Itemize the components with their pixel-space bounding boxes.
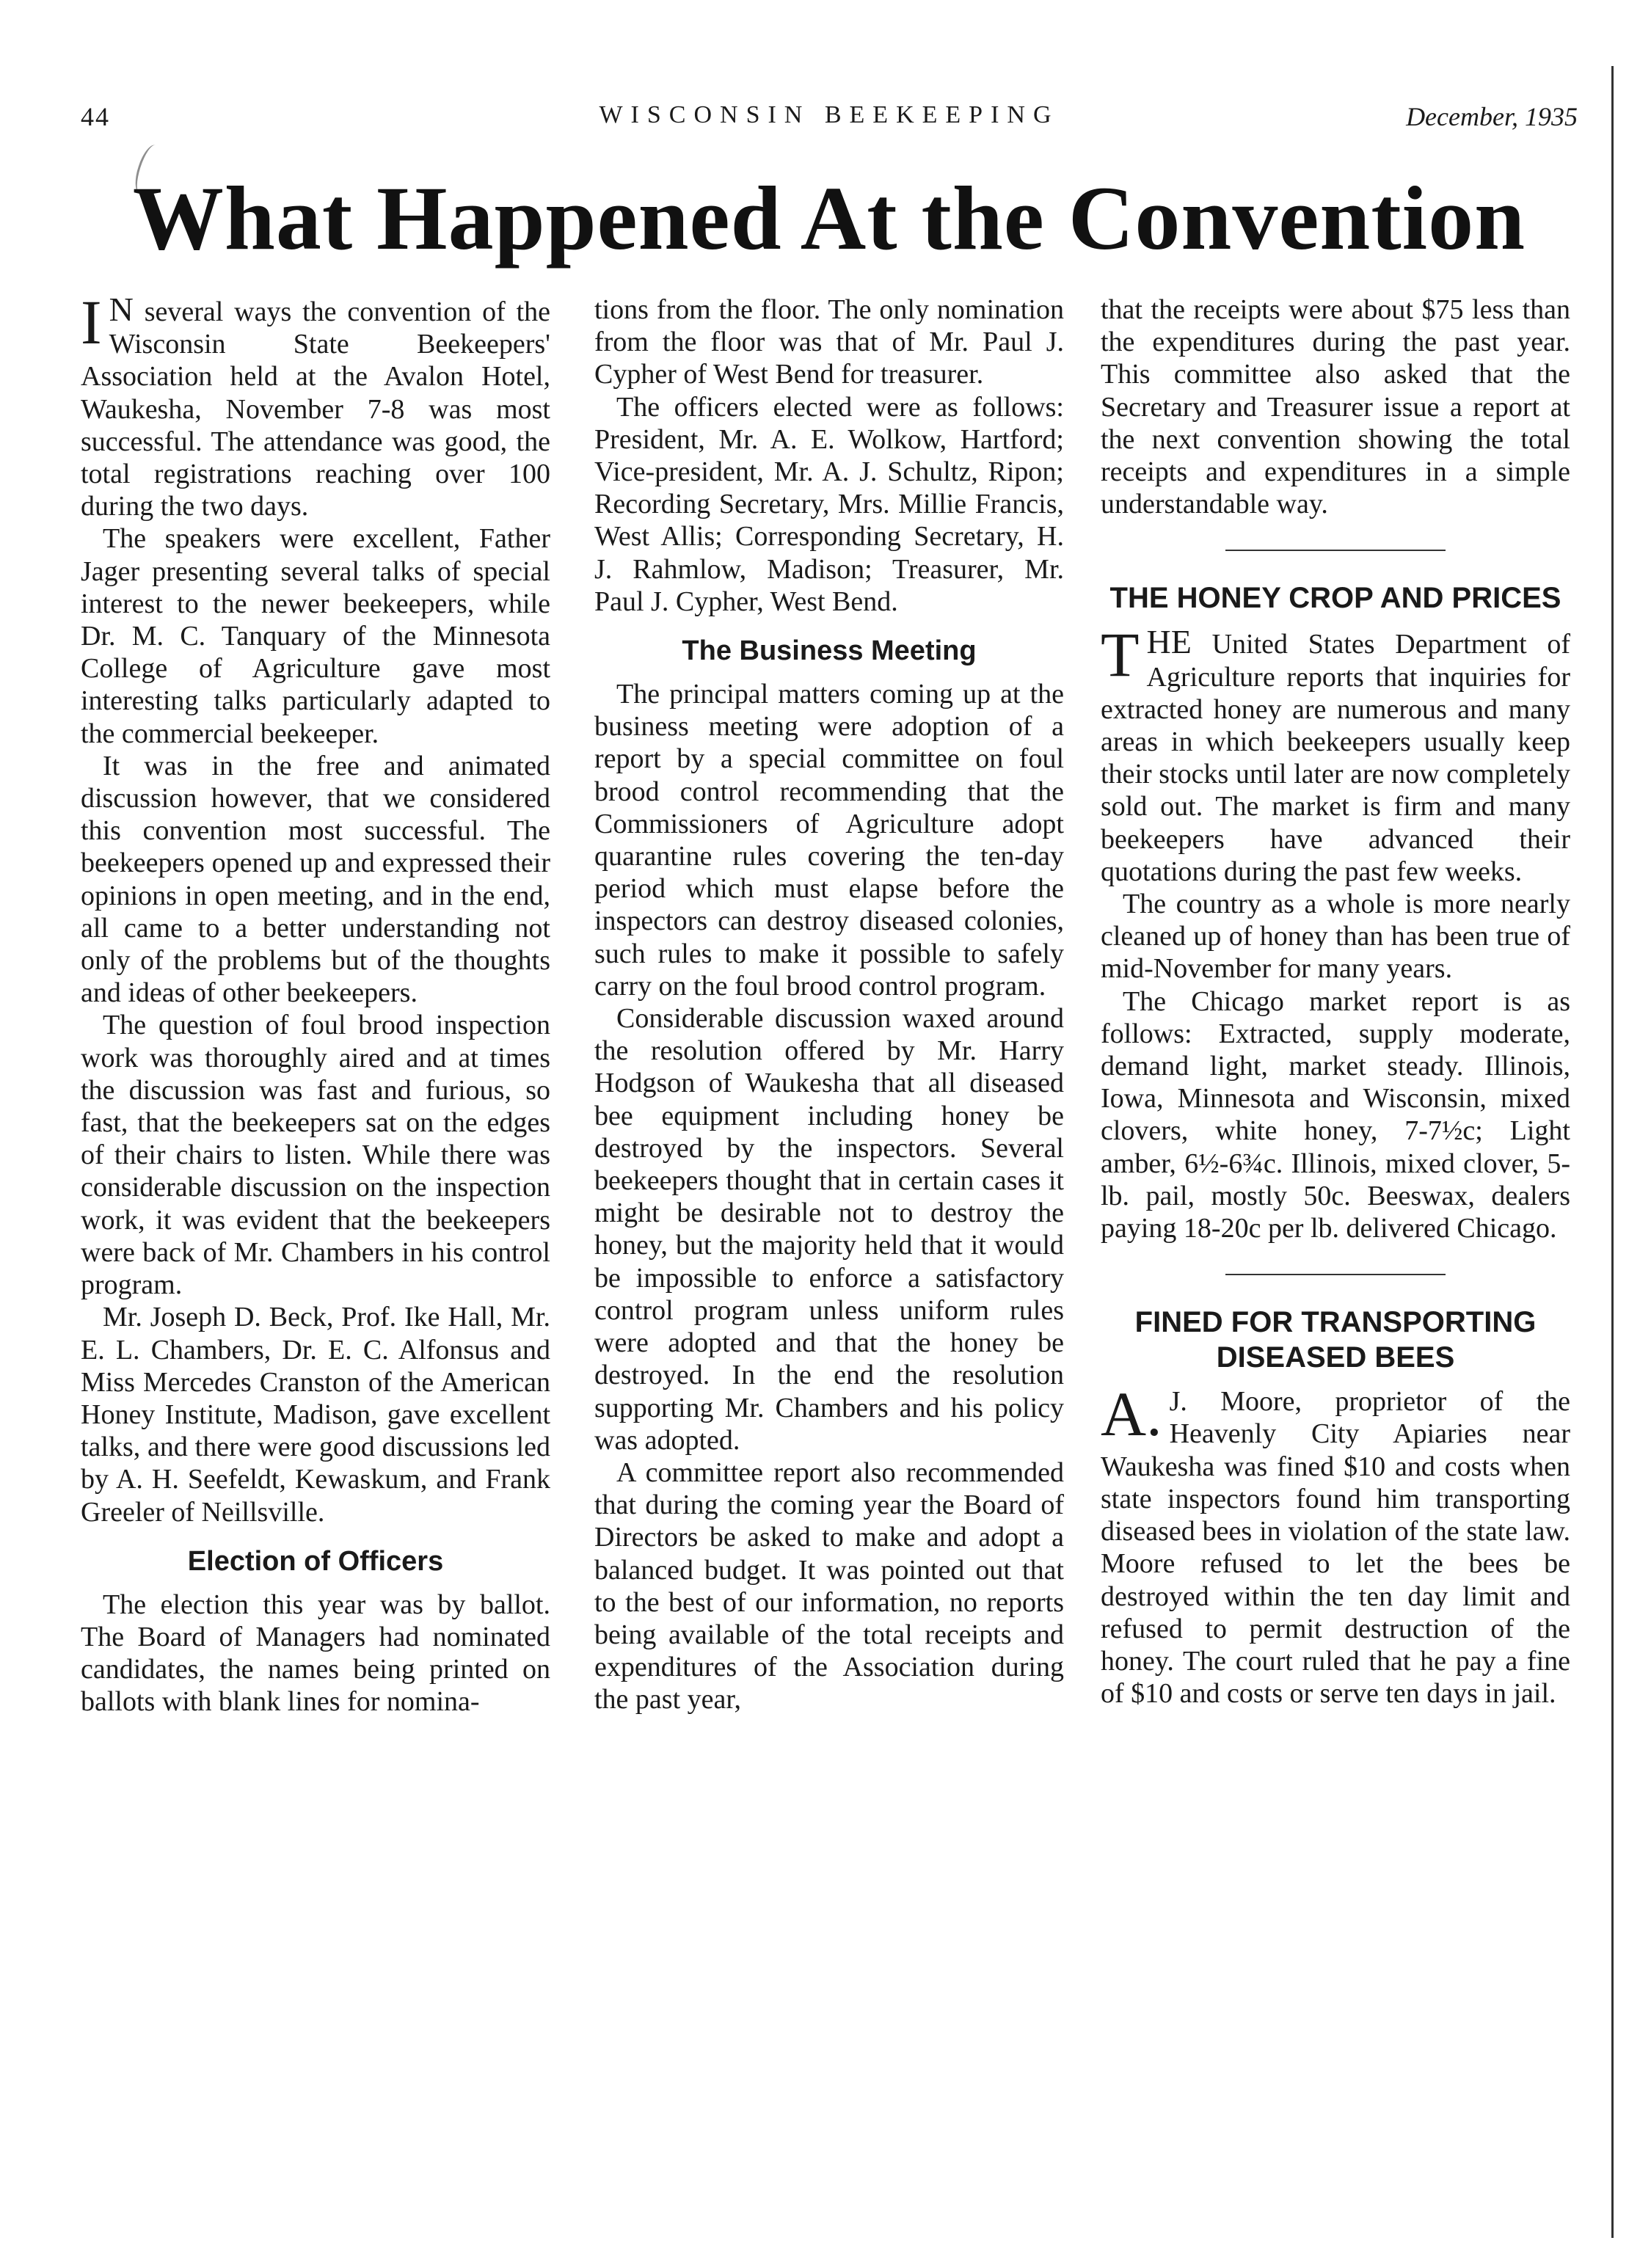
paragraph: tions from the floor. The only nomination from the floor was that of Mr. Paul J. Cypher of West Bend for treasurer. — [594, 294, 1064, 390]
article-column-3 — [1101, 293, 1570, 1710]
page-number: 44 — [81, 102, 110, 131]
drop-cap: I — [81, 287, 102, 357]
honey-intro-text: United States Department of Agriculture reports that inquiries for extracted honey are numerous and many areas in which beekeepers usually keep their stocks until later are now completely sold out. The market is firm and many beekeepers have advanced their quotations during the past few weeks. — [1101, 629, 1571, 887]
paragraph: Considerable discussion waxed around the resolution offered by Mr. Harry Hodgson of Waukesha that all diseased bee equipment including honey be destroyed by the inspectors. Several beekeepers thought that in certain cases it might be desirable not to destroy the honey, but the majority held that it would be impossible to enforce a satisfactory control program unless uniform rules were adopted and that the honey be destroyed. In the end the resolution supporting Mr. Chambers and his policy was adopted. — [594, 1003, 1064, 1456]
running-header — [81, 101, 1578, 145]
paragraph: The Chicago market report is as follows: Extracted, supply moderate, demand light, market steady. Illinois, Iowa, Minnesota and Wisconsin, mixed clovers, white honey, 7-7½c; Light amber, 6½-6¾c. Illinois, mixed clover, 5-lb. pail, mostly 50c. Beeswax, dealers paying 18-20c per lb. delivered Chicago. — [1101, 985, 1570, 1244]
fined-text: J. Moore, proprietor of the Heavenly City Apiaries near Waukesha was fined $10 and costs when state inspectors found him transporting diseased bees in violation of the state law. Moore refused to let the bees be destroyed within the ten day limit and refused to permit destruction of the honey. The court ruled that he pay a fine of $10 and costs or serve ten days in jail. — [1101, 1386, 1570, 1710]
paragraph: The question of foul brood inspection work was thoroughly aired and at times the discussion was fast and furious, so fast, that the beekeepers sat on the edges of their chairs to listen. While there was considerable discussion on the inspection work, it was evident that the beekeepers were back of Mr. Chambers in his control program. — [81, 1010, 550, 1301]
honey-intro-paragraph — [1101, 619, 1571, 888]
paragraph: that the receipts were about $75 less than the expenditures during the past year. This committee also asked that the Secretary and Treasurer issue a report at the next convention showing the total receipts and expenditures in a simple understandable way. — [1101, 294, 1570, 520]
subhead-honey-crop: THE HONEY CROP AND PRICES — [1109, 582, 1561, 615]
paragraph: The officers elected were as follows: President, Mr. A. E. Wolkow, Hartford; Vice-president, Mr. A. J. Schultz, Ripon; Recording Secretary, Mrs. Millie Francis, West Allis; Corresponding Secretary, H. J. Rahmlow, Madison; Treasurer, Mr. Paul J. Cypher, West Bend. — [594, 391, 1064, 617]
first-word-rest: N — [109, 291, 134, 328]
paragraph: The election this year was by ballot. The Board of Managers had nominated candidates, the names being printed on ballots with blank lines for nomina- — [81, 1589, 550, 1718]
page-edge-rule — [1611, 66, 1614, 2238]
drop-cap: A. — [1101, 1379, 1162, 1450]
intro-paragraph — [81, 287, 551, 522]
article-headline: What Happened At the Convention — [132, 168, 1526, 269]
section-divider — [1225, 550, 1446, 551]
article-column-2 — [594, 293, 1064, 1716]
intro-text: several ways the convention of the Wisconsin State Beekeepers' Association held at the Avalon Hotel, Waukesha, November 7-8 was most successful. The attendance was good, the total registrations reaching over 100 during the two days. — [81, 296, 551, 522]
subhead-business-meeting: The Business Meeting — [682, 635, 977, 667]
paragraph: It was in the free and animated discussion however, that we considered this convention most successful. The beekeepers opened up and expressed their opinions in open meeting, and in the end, all came to a better understanding not only of the problems but of the thoughts and ideas of other beekeepers. — [81, 750, 550, 1009]
section-divider — [1225, 1274, 1446, 1275]
paragraph: Mr. Joseph D. Beck, Prof. Ike Hall, Mr. E. L. Chambers, Dr. E. C. Alfonsus and Miss Mercedes Cranston of the American Honey Institute, Madison, gave excellent talks, and there were good discussions led by A. H. Seefeldt, Kewaskum, and Frank Greeler of Neillsville. — [81, 1302, 550, 1528]
subhead-election-of-officers: Election of Officers — [187, 1545, 444, 1577]
fined-paragraph — [1101, 1379, 1570, 1710]
issue-date: December, 1935 — [1406, 102, 1578, 131]
drop-cap: T — [1101, 619, 1140, 690]
paragraph: The country as a whole is more nearly cleaned up of honey than has been true of mid-November for many years. — [1101, 889, 1570, 985]
first-word-rest: HE — [1146, 623, 1192, 661]
article-column-1 — [81, 287, 551, 1718]
running-title: WISCONSIN BEEKEEPING — [599, 101, 1060, 128]
paragraph: The principal matters coming up at the business meeting were adoption of a report by a special committee on foul brood control recommending that the Commissioners of Agriculture adopt quarantine rules covering the ten-day period which must elapse before the inspectors can destroy diseased colonies, such rules to make it possible to safely carry on the foul brood control program. — [594, 679, 1064, 1002]
paragraph: The speakers were excellent, Father Jager presenting several talks of special interest to the newer beekeepers, while Dr. M. C. Tanquary of the Minnesota College of Agriculture gave most interesting talks particularly adapted to the commercial beekeeper. — [81, 523, 550, 749]
paragraph: A committee report also recommended that during the coming year the Board of Directors be asked to make and adopt a balanced budget. It was pointed out that to the best of our information, no reports being available of the total receipts and expenditures of the Association during the past year, — [594, 1456, 1064, 1715]
subhead-fined: FINED FOR TRANSPORTING DISEASED BEES — [1134, 1306, 1537, 1374]
